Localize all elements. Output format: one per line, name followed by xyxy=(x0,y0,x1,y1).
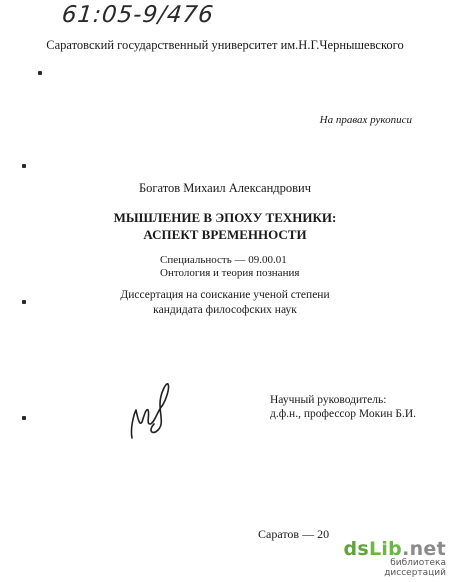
specialty-block xyxy=(160,254,299,280)
university-name: Саратовский государственный университет им.Н.Г.Чернышевского xyxy=(46,38,404,52)
title-line-2: АСПЕКТ ВРЕМЕННОСТИ xyxy=(143,227,307,242)
title-line-1: МЫШЛЕНИЕ В ЭПОХУ ТЕХНИКИ: xyxy=(113,210,337,225)
degree-statement xyxy=(0,288,450,318)
dslib-watermark[interactable] xyxy=(338,538,446,578)
logo-ds: ds xyxy=(343,538,369,560)
specialty-code: Специальность — 09.00.01 xyxy=(160,254,287,266)
scan-speck xyxy=(22,164,26,168)
dissertation-title xyxy=(0,209,450,243)
logo-lib: Lib xyxy=(368,538,403,560)
advisor-label: Научный руководитель: xyxy=(270,394,387,406)
scan-speck xyxy=(22,416,26,420)
author-name: Богатов Михаил Александрович xyxy=(138,181,312,195)
dslib-subtitle: библиотека диссертаций xyxy=(384,558,446,578)
degree-line-1: Диссертация на соискание ученой степени xyxy=(120,289,330,301)
handwritten-archive-number: 61:05-9/476 xyxy=(60,2,216,28)
city-year: Саратов — 20 xyxy=(258,527,330,541)
advisor-name: д.ф.н., профессор Мокин Б.И. xyxy=(270,408,417,420)
dslib-logo[interactable] xyxy=(338,538,446,560)
degree-line-2: кандидата философских наук xyxy=(153,304,297,316)
scientific-advisor xyxy=(270,393,416,421)
handwritten-signature xyxy=(124,380,180,442)
manuscript-note: На правах рукописи xyxy=(319,114,412,126)
logo-net: .net xyxy=(402,538,446,560)
specialty-name: Онтология и теория познания xyxy=(160,267,300,279)
scan-speck xyxy=(38,71,42,75)
